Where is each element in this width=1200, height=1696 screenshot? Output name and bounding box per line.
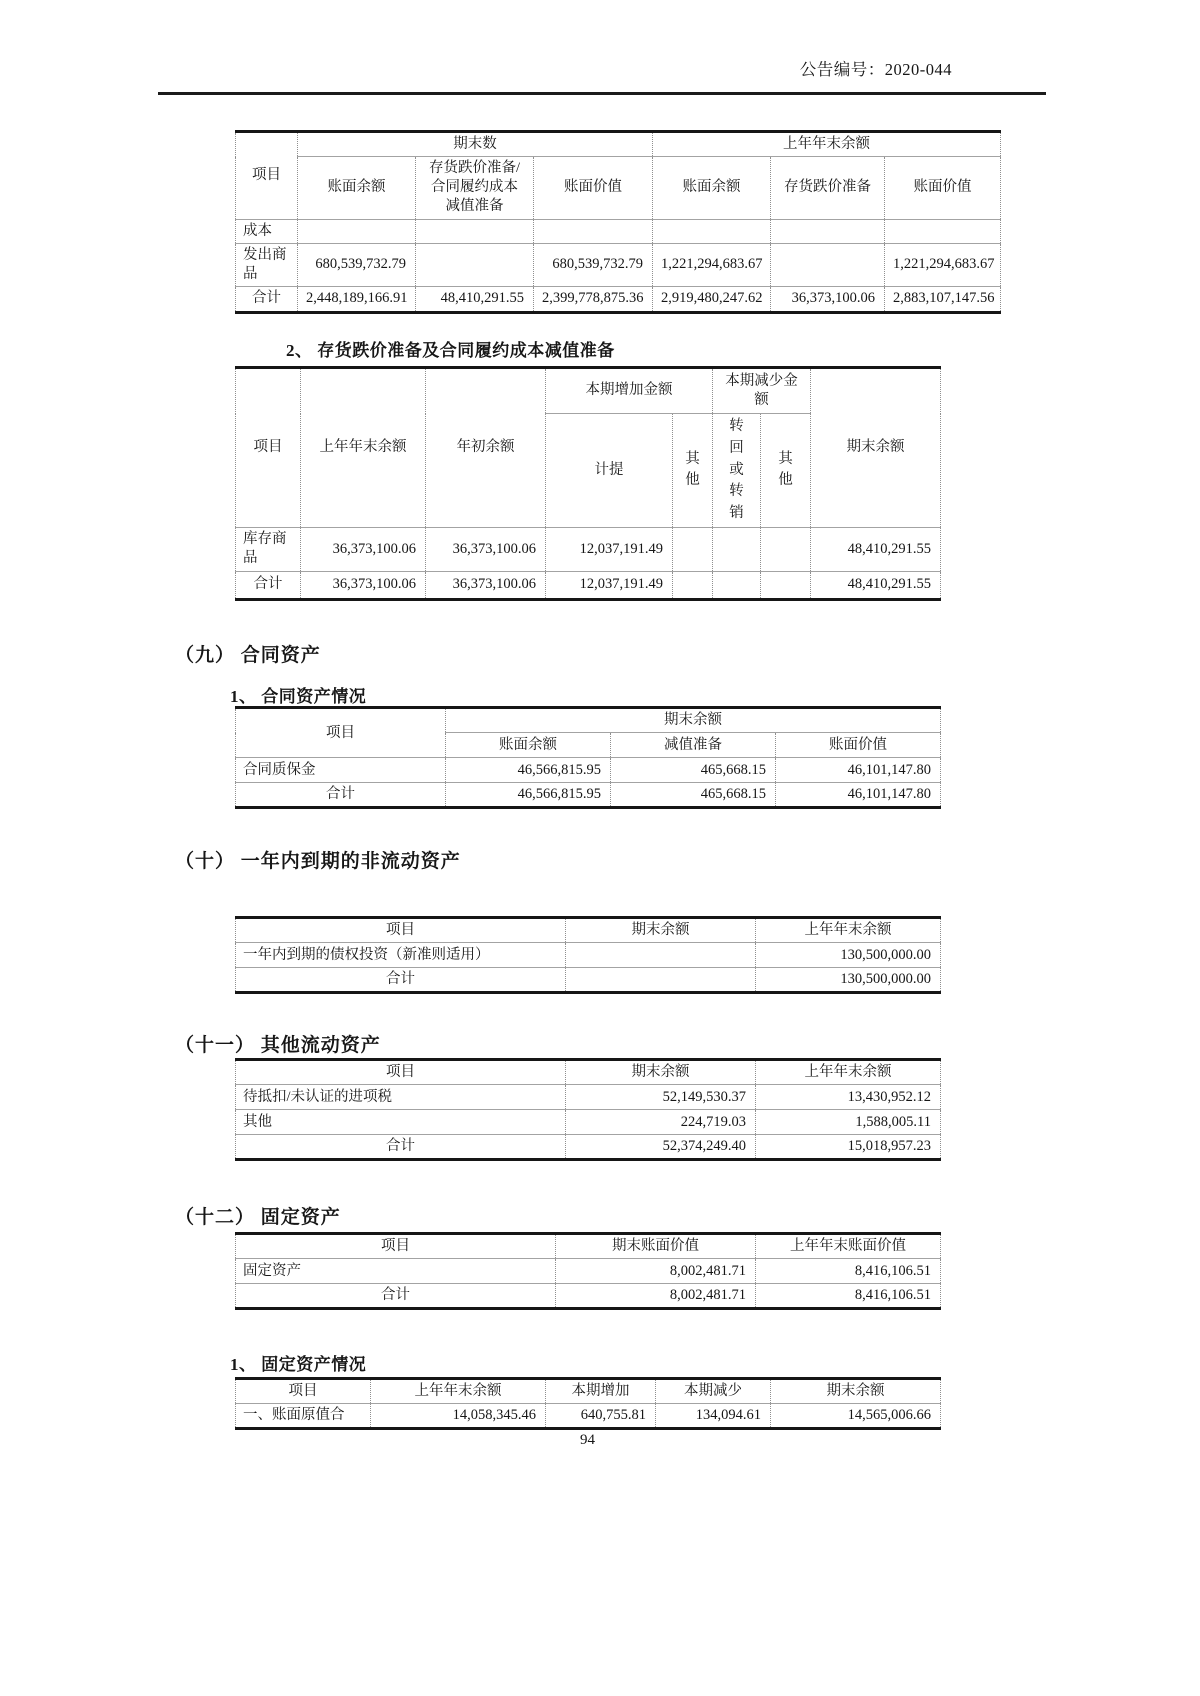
column-header bbox=[761, 414, 811, 528]
table-cell: 8,002,481.71 bbox=[556, 1284, 756, 1309]
table-cell bbox=[771, 243, 885, 286]
column-header: 期末余额 bbox=[811, 368, 941, 528]
column-header: 账面余额 bbox=[446, 733, 611, 758]
column-header bbox=[673, 414, 713, 528]
table-cell: 130,500,000.00 bbox=[756, 968, 941, 993]
table-row bbox=[236, 132, 1001, 157]
column-header: 项目 bbox=[236, 1234, 556, 1259]
column-header: 项目 bbox=[236, 1379, 371, 1404]
row-label: 发出商品 bbox=[236, 243, 298, 286]
row-label-total: 合计 bbox=[236, 1135, 566, 1160]
column-header: 账面价值 bbox=[534, 157, 653, 219]
row-label: 固定资产 bbox=[236, 1259, 556, 1284]
section-9-subtitle: 1、 合同资产情况 bbox=[230, 687, 367, 706]
table-cell: 680,539,732.79 bbox=[534, 243, 653, 286]
column-header: 年初余额 bbox=[426, 368, 546, 528]
column-header: 期末账面价值 bbox=[556, 1234, 756, 1259]
table-cell: 1,221,294,683.67 bbox=[653, 243, 771, 286]
section-12-title: （十二） 固定资产 bbox=[175, 1207, 341, 1228]
column-header: 本期增加 bbox=[546, 1379, 656, 1404]
column-header: 期末余额 bbox=[566, 1060, 756, 1085]
column-header: 计提 bbox=[546, 414, 673, 528]
table-row bbox=[236, 1085, 941, 1110]
row-label-total: 合计 bbox=[236, 571, 301, 599]
table-row bbox=[236, 527, 941, 571]
table-cell bbox=[566, 968, 756, 993]
row-label: 其他 bbox=[236, 1110, 566, 1135]
noncurrent-due-table bbox=[235, 916, 941, 994]
column-header: 期末余额 bbox=[771, 1379, 941, 1404]
section-9-title: （九） 合同资产 bbox=[175, 645, 321, 666]
row-label-total: 合计 bbox=[236, 968, 566, 993]
table-cell: 8,416,106.51 bbox=[756, 1284, 941, 1309]
table-row bbox=[236, 1135, 941, 1160]
row-label: 成本 bbox=[236, 219, 298, 243]
notice-number: 公告编号：2020-044 bbox=[799, 60, 952, 79]
column-header: 账面余额 bbox=[653, 157, 771, 219]
table-cell: 36,373,100.06 bbox=[301, 571, 426, 599]
table-row bbox=[236, 1060, 941, 1085]
table-cell: 48,410,291.55 bbox=[811, 527, 941, 571]
table-cell: 48,410,291.55 bbox=[811, 571, 941, 599]
fixed-assets-table bbox=[235, 1232, 941, 1310]
section-fixed-assets-detail-title: 1、 固定资产情况 bbox=[230, 1355, 367, 1374]
table-cell: 13,430,952.12 bbox=[756, 1085, 941, 1110]
table-row bbox=[236, 1379, 941, 1404]
table-row bbox=[236, 243, 1001, 286]
table-cell bbox=[534, 219, 653, 243]
column-header: 项目 bbox=[236, 918, 566, 943]
table-row bbox=[236, 918, 941, 943]
table-cell: 14,058,345.46 bbox=[371, 1404, 546, 1429]
provision-table bbox=[235, 366, 941, 601]
table-row bbox=[236, 783, 941, 808]
row-label: 库存商品 bbox=[236, 527, 301, 571]
table-row bbox=[236, 368, 941, 414]
column-header: 上年年末余额 bbox=[756, 918, 941, 943]
column-header bbox=[713, 414, 761, 528]
table-cell: 465,668.15 bbox=[611, 758, 776, 783]
column-group-header: 期末余额 bbox=[446, 708, 941, 733]
column-header: 账面价值 bbox=[776, 733, 941, 758]
column-header: 账面价值 bbox=[885, 157, 1001, 219]
table-row bbox=[236, 1234, 941, 1259]
column-header: 账面余额 bbox=[298, 157, 416, 219]
table-cell: 2,399,778,875.36 bbox=[534, 286, 653, 312]
table-row bbox=[236, 1259, 941, 1284]
table-cell bbox=[761, 571, 811, 599]
column-header: 上年年末余额 bbox=[756, 1060, 941, 1085]
row-label: 一年内到期的债权投资（新准则适用） bbox=[236, 943, 566, 968]
section-provision-title: 2、 存货跌价准备及合同履约成本减值准备 bbox=[286, 341, 615, 360]
table-cell bbox=[566, 943, 756, 968]
column-header-vertical: 其他 bbox=[778, 450, 793, 489]
table-cell: 2,919,480,247.62 bbox=[653, 286, 771, 312]
table-row bbox=[236, 943, 941, 968]
table-cell: 130,500,000.00 bbox=[756, 943, 941, 968]
table-cell bbox=[771, 219, 885, 243]
section-11-title: （十一） 其他流动资产 bbox=[175, 1035, 381, 1056]
column-group-header: 本期增加金额 bbox=[546, 368, 713, 414]
table-cell bbox=[713, 571, 761, 599]
column-header-vertical: 转回或转销 bbox=[729, 418, 744, 521]
table-cell: 46,566,815.95 bbox=[446, 783, 611, 808]
fixed-assets-detail-table bbox=[235, 1377, 941, 1430]
column-group-header: 本期减少金额 bbox=[713, 368, 811, 414]
table-cell bbox=[653, 219, 771, 243]
table-cell: 14,565,006.66 bbox=[771, 1404, 941, 1429]
table-cell: 46,101,147.80 bbox=[776, 783, 941, 808]
column-header: 项目 bbox=[236, 368, 301, 528]
column-header: 项目 bbox=[236, 708, 446, 758]
row-label-total: 合计 bbox=[236, 783, 446, 808]
table-row bbox=[236, 1110, 941, 1135]
table-cell: 224,719.03 bbox=[566, 1110, 756, 1135]
row-label-total: 合计 bbox=[236, 1284, 556, 1309]
table-row bbox=[236, 708, 941, 733]
table-cell: 52,374,249.40 bbox=[566, 1135, 756, 1160]
row-label: 合同质保金 bbox=[236, 758, 446, 783]
column-header: 减值准备 bbox=[611, 733, 776, 758]
table-row bbox=[236, 219, 1001, 243]
table-cell bbox=[416, 243, 534, 286]
table-row bbox=[236, 1284, 941, 1309]
column-header: 上年年末余额 bbox=[371, 1379, 546, 1404]
row-label: 一、账面原值合 bbox=[236, 1404, 371, 1429]
table-cell: 15,018,957.23 bbox=[756, 1135, 941, 1160]
table-cell: 36,373,100.06 bbox=[426, 571, 546, 599]
column-group-header: 上年年末余额 bbox=[653, 132, 1001, 157]
table-cell: 46,101,147.80 bbox=[776, 758, 941, 783]
row-label-total: 合计 bbox=[236, 286, 298, 312]
table-cell: 48,410,291.55 bbox=[416, 286, 534, 312]
section-10-title: （十） 一年内到期的非流动资产 bbox=[175, 851, 461, 872]
table-cell: 36,373,100.06 bbox=[301, 527, 426, 571]
table-cell: 1,588,005.11 bbox=[756, 1110, 941, 1135]
table-cell bbox=[673, 571, 713, 599]
row-label: 待抵扣/未认证的进项税 bbox=[236, 1085, 566, 1110]
column-header: 上年年末账面价值 bbox=[756, 1234, 941, 1259]
column-header: 项目 bbox=[236, 1060, 566, 1085]
table-cell bbox=[416, 219, 534, 243]
table-cell: 36,373,100.06 bbox=[426, 527, 546, 571]
table-cell bbox=[713, 527, 761, 571]
column-header: 上年年末余额 bbox=[301, 368, 426, 528]
table-cell: 134,094.61 bbox=[656, 1404, 771, 1429]
column-header: 存货跌价准备/合同履约成本减值准备 bbox=[416, 157, 534, 219]
table-row bbox=[236, 1404, 941, 1429]
table-cell: 680,539,732.79 bbox=[298, 243, 416, 286]
table-cell: 2,883,107,147.56 bbox=[885, 286, 1001, 312]
table-cell: 465,668.15 bbox=[611, 783, 776, 808]
page-number: 94 bbox=[580, 1432, 595, 1448]
column-header: 期末余额 bbox=[566, 918, 756, 943]
table-cell: 36,373,100.06 bbox=[771, 286, 885, 312]
column-header: 存货跌价准备 bbox=[771, 157, 885, 219]
column-group-header: 期末数 bbox=[298, 132, 653, 157]
table-cell: 640,755.81 bbox=[546, 1404, 656, 1429]
header-divider bbox=[158, 92, 1046, 95]
table-cell bbox=[673, 527, 713, 571]
table-row bbox=[236, 157, 1001, 219]
table-cell: 8,002,481.71 bbox=[556, 1259, 756, 1284]
table-cell: 12,037,191.49 bbox=[546, 571, 673, 599]
table-cell bbox=[298, 219, 416, 243]
column-header: 本期减少 bbox=[656, 1379, 771, 1404]
table-cell: 1,221,294,683.67 bbox=[885, 243, 1001, 286]
column-header: 项目 bbox=[236, 132, 298, 220]
contract-assets-table bbox=[235, 706, 941, 809]
other-current-assets-table bbox=[235, 1058, 941, 1161]
table-cell bbox=[761, 527, 811, 571]
table-cell: 52,149,530.37 bbox=[566, 1085, 756, 1110]
table-row bbox=[236, 758, 941, 783]
table-cell: 12,037,191.49 bbox=[546, 527, 673, 571]
table-row bbox=[236, 571, 941, 599]
column-header-vertical: 其他 bbox=[685, 450, 700, 489]
table-cell bbox=[885, 219, 1001, 243]
table-cell: 2,448,189,166.91 bbox=[298, 286, 416, 312]
table-row bbox=[236, 286, 1001, 312]
inventory-detail-table bbox=[235, 130, 1001, 314]
table-cell: 46,566,815.95 bbox=[446, 758, 611, 783]
table-row bbox=[236, 968, 941, 993]
table-cell: 8,416,106.51 bbox=[756, 1259, 941, 1284]
